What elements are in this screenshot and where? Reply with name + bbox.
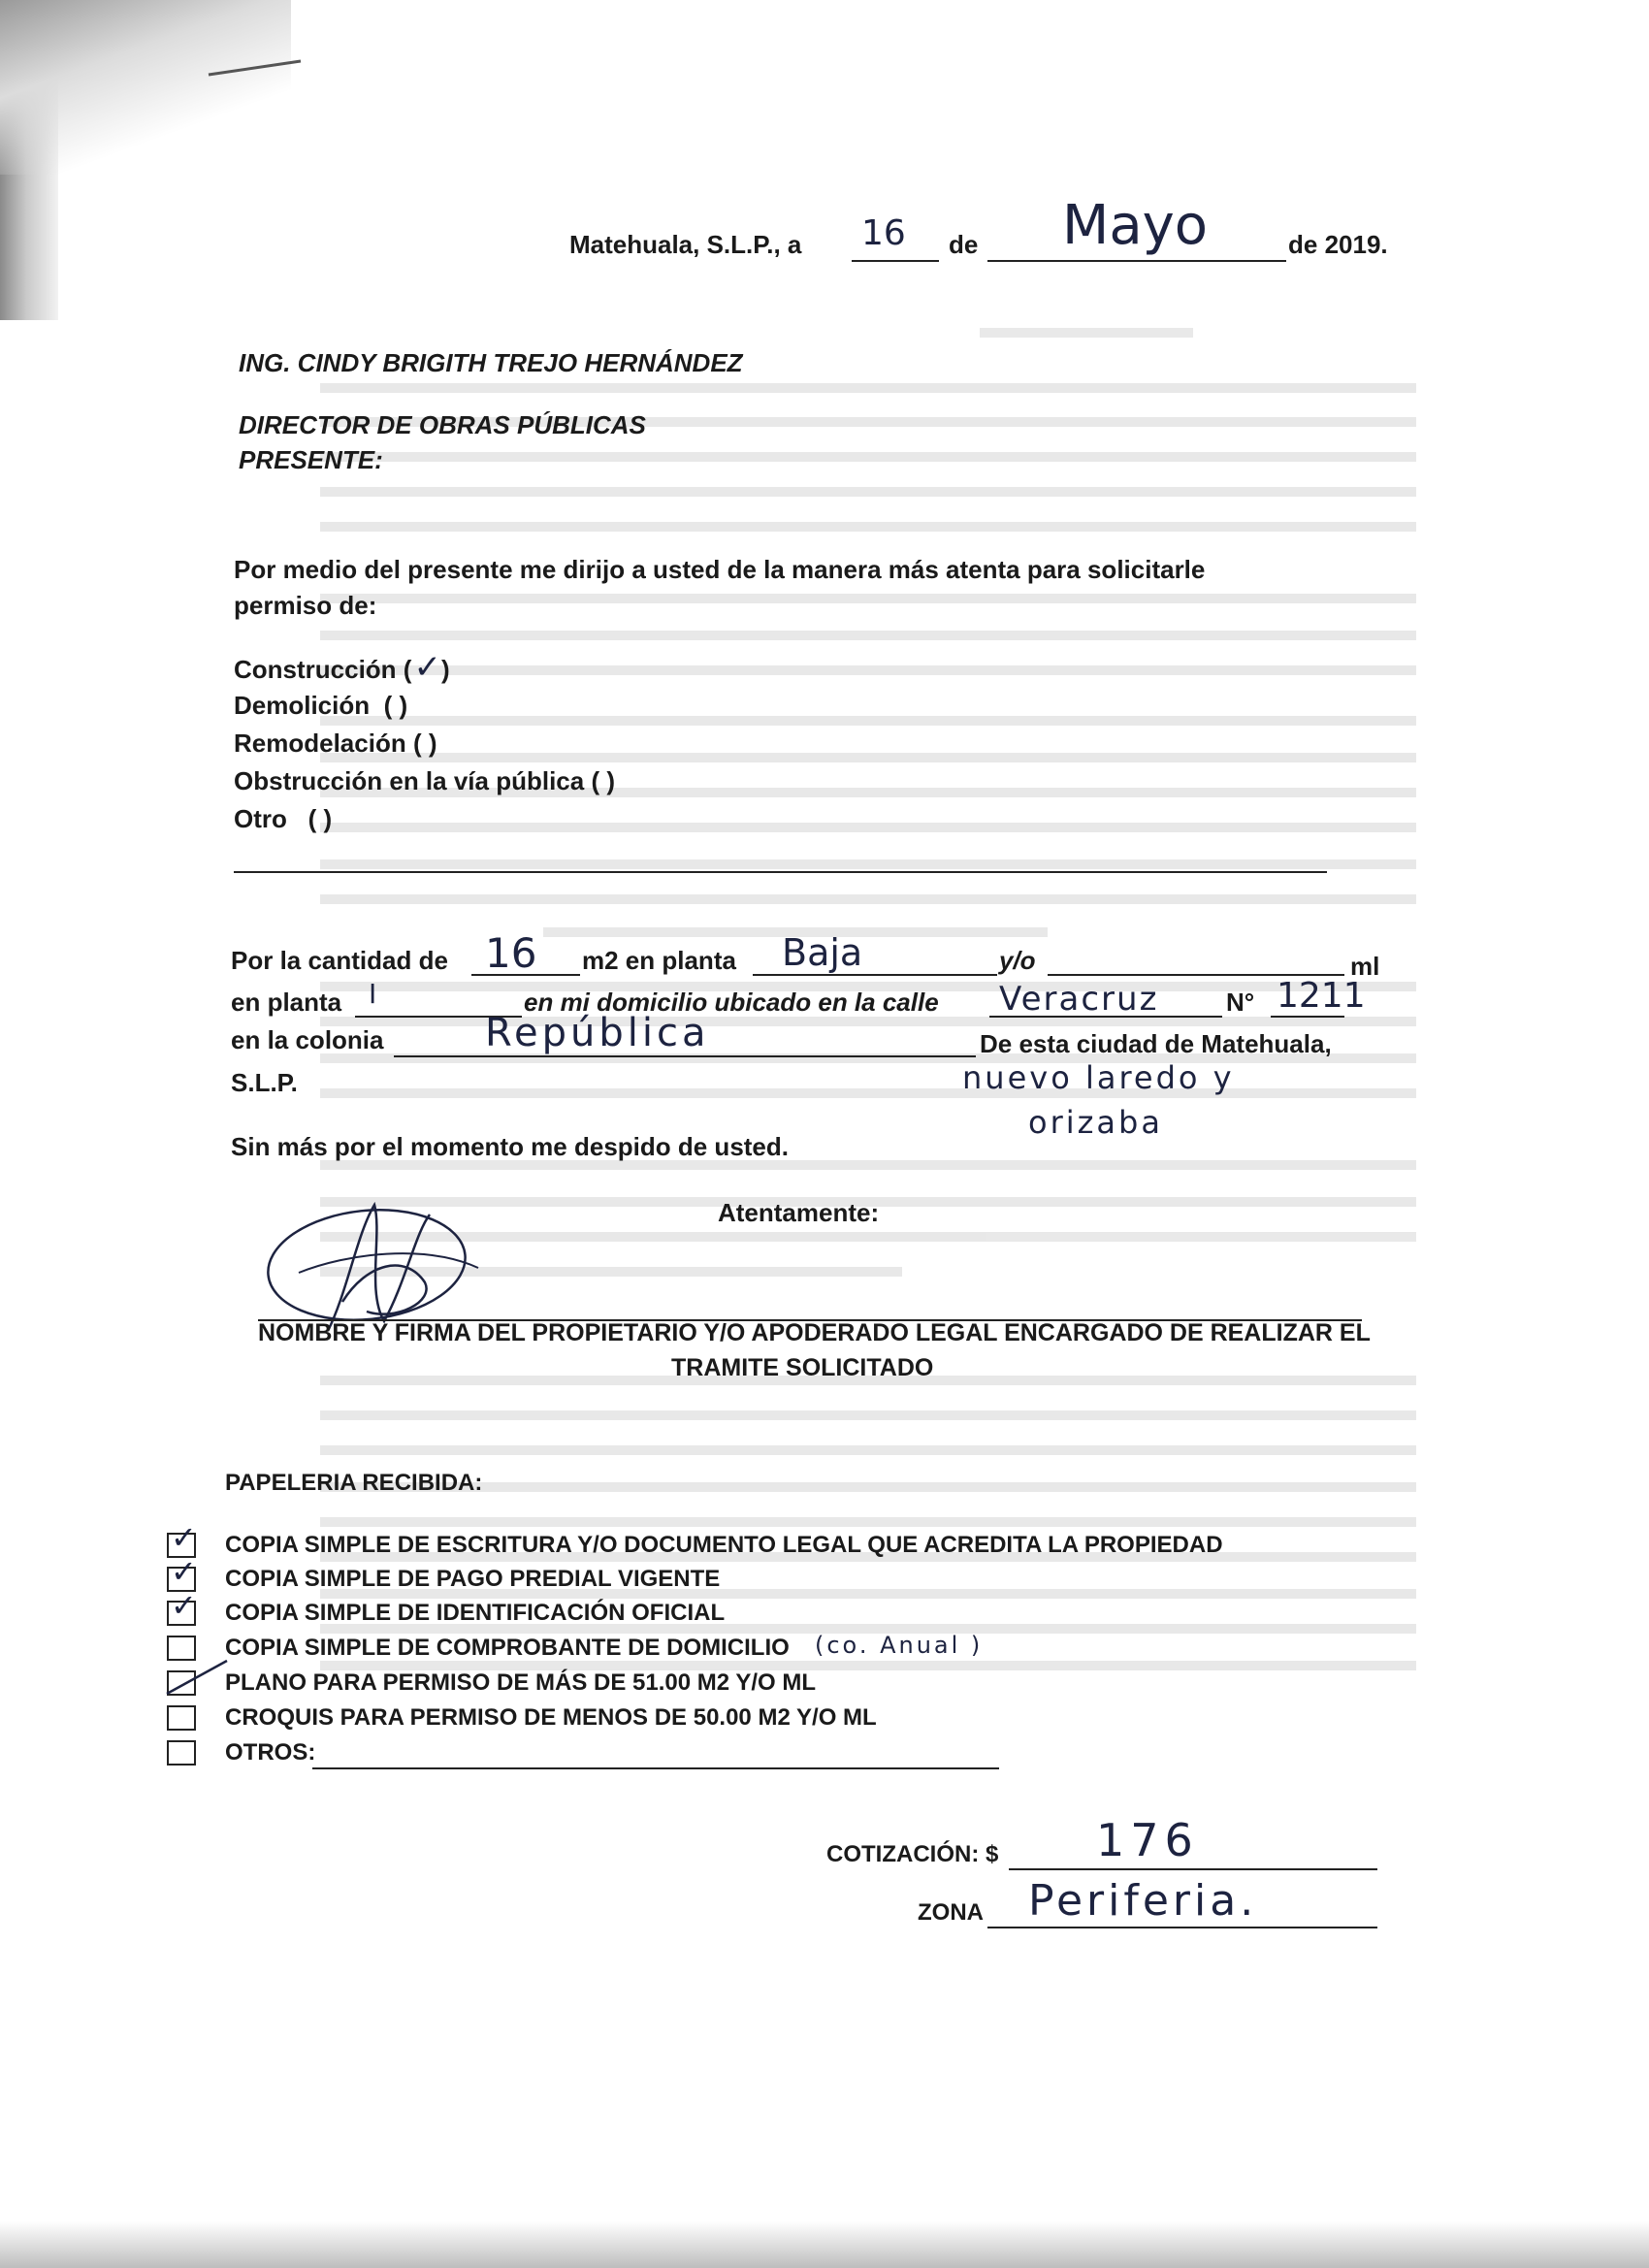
papeleria-item-comprobante: COPIA SIMPLE DE COMPROBANTE DE DOMICILIO	[225, 1635, 790, 1661]
label-por-la-cantidad: Por la cantidad de	[231, 946, 448, 975]
otros-underline	[312, 1767, 999, 1769]
entre-calles-1: nuevo laredo y	[962, 1059, 1235, 1096]
checkbox-otros[interactable]	[167, 1740, 196, 1766]
addressee-name: ING. CINDY BRIGITH TREJO HERNÁNDEZ	[239, 348, 743, 377]
label-ml: ml	[1350, 952, 1380, 981]
papeleria-item-plano: PLANO PARA PERMISO DE MÁS DE 51.00 M2 Y/O ML	[225, 1669, 816, 1696]
label-domicilio: en mi domicilio ubicado en la calle	[524, 988, 939, 1017]
zona-label: ZONA	[918, 1899, 984, 1926]
firma-caption-2: TRAMITE SOLICITADO	[671, 1354, 934, 1381]
scan-bottom-strip	[0, 2221, 1649, 2268]
option-construccion: Construcción (✓)	[234, 648, 450, 687]
papeleria-item-otros: OTROS:	[225, 1739, 316, 1766]
cotizacion-label: COTIZACIÓN: $	[826, 1841, 999, 1867]
papeleria-item-predial: COPIA SIMPLE DE PAGO PREDIAL VIGENTE	[225, 1566, 721, 1592]
planta-handwritten: Baja	[782, 931, 863, 974]
cotizacion-underline	[1009, 1868, 1377, 1870]
scan-corner-fold	[0, 0, 291, 175]
planta-underline	[753, 974, 997, 976]
label-numero: N°	[1226, 988, 1255, 1017]
numero-handwritten: 1211	[1277, 976, 1366, 1016]
sin-mas-text: Sin más por el momento me despido de usted.	[231, 1132, 789, 1161]
month-underline	[987, 260, 1286, 262]
papeleria-item-croquis: CROQUIS PARA PERMISO DE MENOS DE 50.00 M2 Y/O ML	[225, 1704, 877, 1731]
label-m2-en-planta: m2 en planta	[582, 946, 736, 975]
en-planta-handwritten: I	[369, 978, 377, 1010]
atentamente: Atentamente:	[718, 1198, 880, 1227]
day-underline	[852, 260, 939, 262]
check-mark-predial: ✓	[171, 1553, 197, 1590]
header-year: de 2019.	[1288, 230, 1388, 259]
addressee-presente: PRESENTE:	[239, 445, 383, 474]
header-de: de	[949, 230, 979, 259]
month-handwritten: Mayo	[1062, 194, 1209, 257]
numero-underline	[1271, 1016, 1344, 1018]
label-yo: y/o	[999, 946, 1036, 975]
comprobante-note: (co. Anual )	[815, 1632, 984, 1659]
firma-caption-1: NOMBRE Y FIRMA DEL PROPIETARIO Y/O APODERADO LEGAL ENCARGADO DE REALIZAR EL	[258, 1319, 1371, 1346]
label-en-planta: en planta	[231, 988, 342, 1017]
qty-handwritten: 16	[485, 929, 537, 977]
scan-staple-mark	[204, 53, 310, 82]
label-colonia: en la colonia	[231, 1025, 384, 1054]
checkbox-croquis[interactable]	[167, 1705, 196, 1731]
zona-underline	[987, 1927, 1377, 1928]
option-remodelacion: Remodelación ( )	[234, 729, 437, 758]
check-mark-escritura: ✓	[171, 1519, 197, 1556]
option-demolicion: Demolición ( )	[234, 691, 408, 720]
option-obstruccion: Obstrucción en la vía pública ( )	[234, 766, 615, 795]
entre-calles-2: orizaba	[1028, 1104, 1163, 1141]
label-ciudad: De esta ciudad de Matehuala,	[980, 1029, 1332, 1058]
cotizacion-handwritten: 176	[1096, 1814, 1199, 1866]
papeleria-title: PAPELERIA RECIBIDA:	[225, 1470, 483, 1496]
addressee-title: DIRECTOR DE OBRAS PÚBLICAS	[239, 410, 646, 439]
check-mark-identificacion: ✓	[171, 1587, 197, 1624]
papeleria-item-identificacion: COPIA SIMPLE DE IDENTIFICACIÓN OFICIAL	[225, 1600, 726, 1626]
day-handwritten: 16	[861, 213, 906, 253]
option-otro: Otro ( )	[234, 804, 333, 833]
plano-strike-mark	[163, 1655, 231, 1703]
colonia-handwritten: República	[485, 1011, 710, 1055]
colonia-underline	[394, 1055, 976, 1057]
intro-line-2: permiso de:	[234, 591, 377, 620]
zona-handwritten: Periferia.	[1028, 1876, 1258, 1926]
intro-line-1: Por medio del presente me dirijo a usted de la manera más atenta para solicitarle	[234, 555, 1206, 584]
label-slp: S.L.P.	[231, 1068, 298, 1097]
header-city-prefix: Matehuala, S.L.P., a	[569, 230, 802, 259]
calle-handwritten: Veracruz	[999, 980, 1159, 1019]
papeleria-item-escritura: COPIA SIMPLE DE ESCRITURA Y/O DOCUMENTO LEGAL QUE ACREDITA LA PROPIEDAD	[225, 1532, 1223, 1558]
otro-underline	[234, 871, 1327, 873]
